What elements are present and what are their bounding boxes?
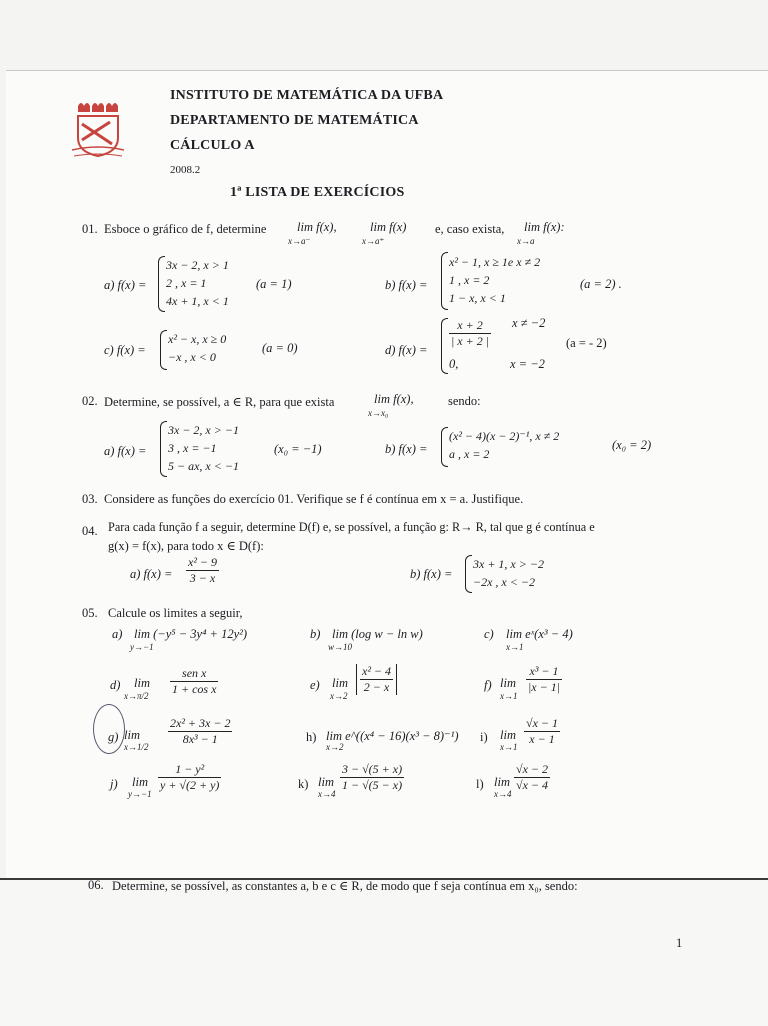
q05j-label: j): [110, 777, 118, 791]
case-row: 3 , x = −1: [168, 441, 217, 455]
fraction-denominator: |x − 1|: [528, 680, 561, 694]
fraction-denominator: 1 + cos x: [172, 682, 217, 696]
q01-text: Esboce o gráfico de f, determine: [104, 222, 267, 236]
q01-lim-right-sub: x→a⁺: [362, 236, 385, 246]
q05k-label: k): [298, 777, 309, 791]
q05e-label: e): [310, 678, 320, 692]
q01-lim-left-sub: x→a⁻: [288, 236, 311, 246]
q02-lim: lim f(x),: [374, 392, 414, 406]
q06-number: 06.: [88, 878, 104, 892]
ufba-logo: [70, 100, 126, 160]
fraction-numerator: 1 − y²: [158, 762, 221, 778]
fraction-numerator: x + 2: [449, 318, 491, 334]
q01c-param: (a = 0): [262, 341, 298, 355]
fraction-denominator: 8x³ − 1: [182, 732, 218, 746]
q01b-param: (a = 2) .: [580, 277, 622, 291]
q05j-sub: y→−1: [128, 789, 152, 799]
q01c-brace: [160, 330, 167, 370]
department-name: DEPARTAMENTO DE MATEMÁTICA: [170, 113, 419, 128]
q04a-fraction: [186, 555, 219, 586]
q01d-param: (a = - 2): [566, 336, 607, 350]
fraction-denominator: 1 − √(5 − x): [342, 778, 403, 792]
q05f-sub: x→1: [500, 691, 518, 701]
q03-text: Considere as funções do exercício 01. Verifique se f é contínua em x = a. Justifique.: [104, 492, 524, 506]
q05c-expr: lim eˣ(x³ − 4): [506, 627, 573, 641]
q02b-label: b) f(x) =: [385, 442, 428, 456]
case-row: 3x − 2, x > −1: [168, 423, 239, 437]
q01a-brace: [158, 256, 165, 312]
q02b-brace: [441, 427, 448, 467]
fraction-numerator: sen x: [170, 666, 218, 682]
fraction-denominator: | x + 2 |: [451, 334, 490, 348]
q01a-label: a) f(x) =: [104, 278, 147, 292]
fraction-denominator: 3 − x: [189, 571, 216, 585]
q04b-label: b) f(x) =: [410, 567, 453, 581]
q04b-cases: [473, 555, 544, 591]
q02a-label: a) f(x) =: [104, 444, 147, 458]
institute-name: INSTITUTO DE MATEMÁTICA DA UFBA: [170, 88, 444, 103]
q02-text: Determine, se possível, a ∈ R, para que exista: [104, 395, 335, 409]
q05f-lim: lim: [500, 676, 516, 690]
case-row: 1 , x = 2: [449, 273, 490, 287]
q05l-sub: x→4: [494, 789, 512, 799]
q05g-label: g): [108, 730, 119, 744]
q05g-sub: x→1/2: [124, 742, 149, 752]
q05g-fraction: [168, 716, 232, 747]
q05d-fraction: [170, 666, 218, 697]
case-row: 2 , x = 1: [166, 276, 207, 290]
case-row: −2x , x < −2: [473, 575, 535, 589]
q05b-label: b): [310, 627, 321, 641]
fraction-numerator: 3 − √(5 + x): [342, 762, 403, 776]
q05-number: 05.: [82, 606, 98, 620]
case-row: 3x − 2, x > 1: [166, 258, 229, 272]
q01-lim-left: lim f(x),: [297, 220, 337, 234]
q05e-abs-fraction: [356, 664, 397, 695]
fraction-denominator: x − 1: [529, 732, 555, 746]
fraction-numerator: x² − 4: [362, 664, 392, 678]
q05a-label: a): [112, 627, 123, 641]
q01-lim-both-sub: x→a: [517, 236, 535, 246]
q01b-label: b) f(x) =: [385, 278, 428, 292]
q02-lim-sub: x→x₀: [368, 408, 389, 418]
q05i-label: i): [480, 730, 488, 744]
q05h-label: h): [306, 730, 317, 744]
semester: 2008.2: [170, 164, 201, 176]
q05i-lim: lim: [500, 728, 516, 742]
q01d-cond1: x ≠ −2: [512, 316, 546, 330]
q02b-param: (x₀ = 2): [612, 438, 652, 452]
q05k-fraction: [340, 762, 404, 793]
next-sheet: [0, 878, 768, 1026]
q05b-expr: lim (log w − ln w): [332, 627, 423, 641]
case-row: x² − x, x ≥ 0: [168, 332, 227, 346]
q06-text: Determine, se possível, as constantes a, b e c ∈ R, de modo que f seja contínua em x₀, sendo:: [112, 879, 578, 893]
q02a-cases: [168, 421, 239, 475]
q01d-row2: 0,: [449, 357, 459, 371]
pen-circle-mark: [93, 704, 125, 754]
q02b-cases: [449, 427, 559, 463]
case-row: −x , x < 0: [168, 350, 216, 364]
q02a-brace: [160, 421, 167, 477]
fraction-numerator: √x − 1: [526, 716, 559, 730]
q03-number: 03.: [82, 492, 98, 506]
q05j-fraction: [158, 762, 221, 793]
fraction-numerator: √x − 2: [516, 762, 549, 776]
q05j-lim: lim: [132, 775, 148, 789]
q04b-brace: [465, 555, 472, 593]
case-row: (x² − 4)(x − 2)⁻¹, x ≠ 2: [449, 429, 560, 443]
q02a-param: (x₀ = −1): [274, 442, 322, 456]
q01d-cond2: x = −2: [510, 357, 545, 371]
q04a-label: a) f(x) =: [130, 567, 173, 581]
q05d-label: d): [110, 678, 121, 692]
q04-number: 04.: [82, 524, 98, 538]
q05l-lim: lim: [494, 775, 510, 789]
q04-line1: Para cada função f a seguir, determine D(f) e, se possível, a função g: R→ R, tal que g é contínua e: [108, 520, 595, 534]
q01b-brace: [441, 252, 448, 310]
case-row: 5 − ax, x < −1: [168, 459, 239, 473]
q05c-sub: x→1: [506, 642, 524, 652]
q05g-lim: lim: [124, 728, 140, 742]
q05i-fraction: [524, 716, 560, 747]
q01d-brace: [441, 318, 448, 374]
q05d-lim: lim: [134, 676, 150, 690]
q05l-fraction: [514, 762, 550, 793]
q01b-cases: [449, 253, 540, 307]
page-number: 1: [676, 936, 683, 950]
q04-line2: g(x) = f(x), para todo x ∈ D(f):: [108, 539, 264, 553]
q05k-sub: x→4: [318, 789, 336, 799]
case-row: 1 − x, x < 1: [449, 291, 506, 305]
list-title: 1ª LISTA DE EXERCÍCIOS: [230, 185, 405, 200]
q05a-sub: y→−1: [130, 642, 154, 652]
q05a-expr: lim (−y⁵ − 3y⁴ + 12y²): [134, 627, 248, 641]
q05b-sub: w→10: [328, 642, 353, 652]
fraction-denominator: √x − 4: [516, 778, 549, 792]
q01d-label: d) f(x) =: [385, 343, 428, 357]
fraction-numerator: x³ − 1: [526, 664, 562, 680]
q05f-label: f): [484, 678, 492, 692]
case-row: a , x = 2: [449, 447, 490, 461]
q05d-sub: x→π/2: [124, 691, 149, 701]
q05h-expr: lim e^((x⁴ − 16)(x³ − 8)⁻¹): [326, 729, 459, 743]
fraction-numerator: x² − 9: [188, 555, 218, 569]
q01-lim-right: lim f(x): [370, 220, 407, 234]
case-row: x² − 1, x ≥ 1e x ≠ 2: [449, 255, 541, 269]
q01c-label: c) f(x) =: [104, 343, 146, 357]
q05f-fraction: [526, 664, 562, 695]
q05h-sub: x→2: [326, 742, 344, 752]
q01d-fraction: [449, 318, 491, 349]
case-row: 3x + 1, x > −2: [473, 557, 544, 571]
case-row: 4x + 1, x < 1: [166, 294, 229, 308]
q05-text: Calcule os limites a seguir,: [108, 606, 243, 620]
fraction-denominator: y + √(2 + y): [160, 778, 220, 792]
q01-lim-both: lim f(x):: [524, 220, 565, 234]
q02-number: 02.: [82, 394, 98, 408]
q05i-sub: x→1: [500, 742, 518, 752]
q05l-label: l): [476, 777, 484, 791]
q01a-param: (a = 1): [256, 277, 292, 291]
course-name: CÁLCULO A: [170, 138, 255, 153]
q01-number: 01.: [82, 222, 98, 236]
q01c-cases: [168, 330, 226, 366]
q05k-lim: lim: [318, 775, 334, 789]
q05c-label: c): [484, 627, 494, 641]
q02-tail: sendo:: [448, 394, 481, 408]
fraction-denominator: 2 − x: [363, 680, 390, 694]
q05e-sub: x→2: [330, 691, 348, 701]
fraction-numerator: 2x² + 3x − 2: [170, 716, 231, 730]
q05e-lim: lim: [332, 676, 348, 690]
q01a-cases: [166, 256, 229, 310]
q01-connector: e, caso exista,: [435, 222, 505, 236]
